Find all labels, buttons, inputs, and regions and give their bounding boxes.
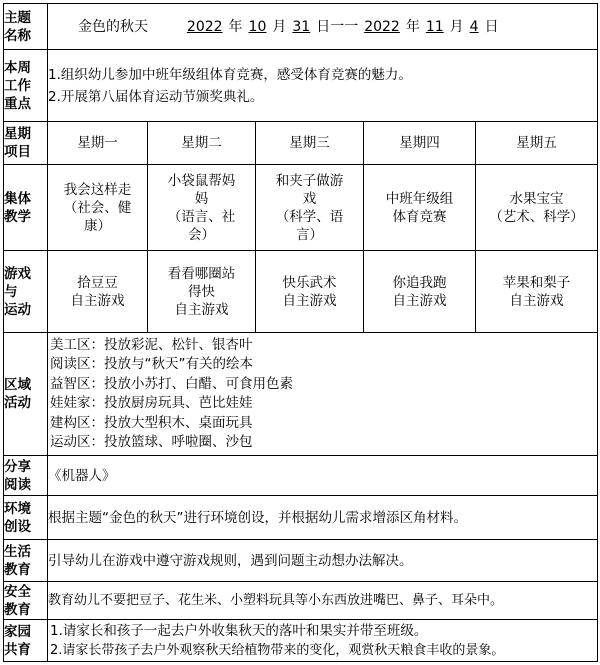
weekly-focus-cell [48, 50, 598, 122]
weekly-focus-label: 本周 工作 重点 [4, 50, 48, 122]
life-cell: 引导幼儿在游戏中遵守游戏规则，遇到问题主动想办法解决。 [48, 540, 598, 582]
environment-label: 环境 创设 [4, 496, 48, 540]
weekly-focus-item: 1.组织幼儿参加中班年级组体育竞赛，感受体育竞赛的魅力。 [48, 66, 412, 83]
group-teaching-cell: 和夹子做游 戏 （科学、语 言） [256, 165, 364, 251]
weekday-header: 星期三 [256, 122, 364, 165]
topic-label: 主题 名称 [4, 4, 48, 50]
end-month: 11 [425, 18, 444, 35]
group-teaching-cell: 小袋鼠帮妈 妈 （语言、社 会） [148, 165, 256, 251]
areas-cell [48, 333, 598, 456]
home-cell [48, 620, 598, 662]
topic-name: 金色的秋天 [78, 18, 148, 35]
weekday-label: 星期 项目 [4, 122, 48, 165]
home-item: 1.请家长和孩子一起去户外收集秋天的落叶和果实并带至班级。 [50, 622, 428, 639]
game-cell: 苹果和梨子 自主游戏 [476, 251, 598, 333]
start-year: 2022 [186, 18, 223, 35]
game-cell: 快乐武术 自主游戏 [256, 251, 364, 333]
area-item: 运动区：投放篮球、呼啦圈、沙包 [50, 434, 253, 450]
weekday-header: 星期一 [48, 122, 148, 165]
game-cell: 你追我跑 自主游戏 [364, 251, 476, 333]
life-label: 生活 教育 [4, 540, 48, 582]
home-item: 2.请家长带孩子去户外观察秋天给植物带来的变化，观赏秋天粮食丰收的景象。 [50, 642, 505, 658]
games-row [4, 251, 598, 333]
weekday-header: 星期二 [148, 122, 256, 165]
home-row [4, 620, 598, 662]
environment-cell: 根据主题“金色的秋天”进行环境创设，并根据幼儿需求增添区角材料。 [48, 496, 598, 540]
end-day: 4 [469, 18, 479, 35]
range-separator: 一一 [330, 18, 359, 35]
weekly-focus-item: 2.开展第八届体育运动节颁奖典礼。 [48, 88, 264, 105]
game-cell: 看看哪圈站 得快 自主游戏 [148, 251, 256, 333]
topic-row [4, 4, 598, 50]
safety-label: 安全 教育 [4, 582, 48, 620]
weekday-row [4, 122, 598, 165]
area-item: 阅读区：投放与“秋天”有关的绘本 [50, 356, 253, 372]
start-day: 31 [292, 18, 311, 35]
area-item: 美工区：投放彩泥、松针、银杏叶 [50, 336, 253, 353]
area-item: 建构区：投放大型积木、桌面玩具 [50, 414, 253, 431]
reading-row [4, 456, 598, 496]
topic-cell: 金色的秋天 2022 年 10 月 31 日一一 2022 年 11 月 4 日 [48, 4, 598, 50]
weekly-focus-row [4, 50, 598, 122]
game-cell: 拾豆豆 自主游戏 [48, 251, 148, 333]
safety-cell: 教育幼儿不要把豆子、花生米、小塑料玩具等小东西放进嘴巴、鼻子、耳朵中。 [48, 582, 598, 620]
areas-row [4, 333, 598, 456]
areas-label: 区域 活动 [4, 333, 48, 456]
group-teaching-row [4, 165, 598, 251]
games-label: 游戏 与 运动 [4, 251, 48, 333]
end-year: 2022 [364, 18, 400, 35]
group-teaching-cell: 中班年级组 体育竞赛 [364, 165, 476, 251]
weekly-plan-table [3, 3, 598, 662]
group-teaching-label: 集体 教学 [4, 165, 48, 251]
start-month: 10 [248, 18, 267, 35]
group-teaching-cell: 我会这样走 （社会、健 康） [48, 165, 148, 251]
reading-cell: 《机器人》 [48, 456, 598, 496]
life-row [4, 540, 598, 582]
area-item: 益智区：投放小苏打、白醋、可食用色素 [50, 375, 293, 392]
safety-row [4, 582, 598, 620]
area-item: 娃娃家：投放厨房玩具、芭比娃娃 [50, 395, 253, 411]
home-label: 家园 共育 [4, 620, 48, 662]
weekday-header: 星期五 [476, 122, 598, 165]
weekday-header: 星期四 [364, 122, 476, 165]
reading-label: 分享 阅读 [4, 456, 48, 496]
environment-row [4, 496, 598, 540]
group-teaching-cell: 水果宝宝 （艺术、科学） [476, 165, 598, 251]
